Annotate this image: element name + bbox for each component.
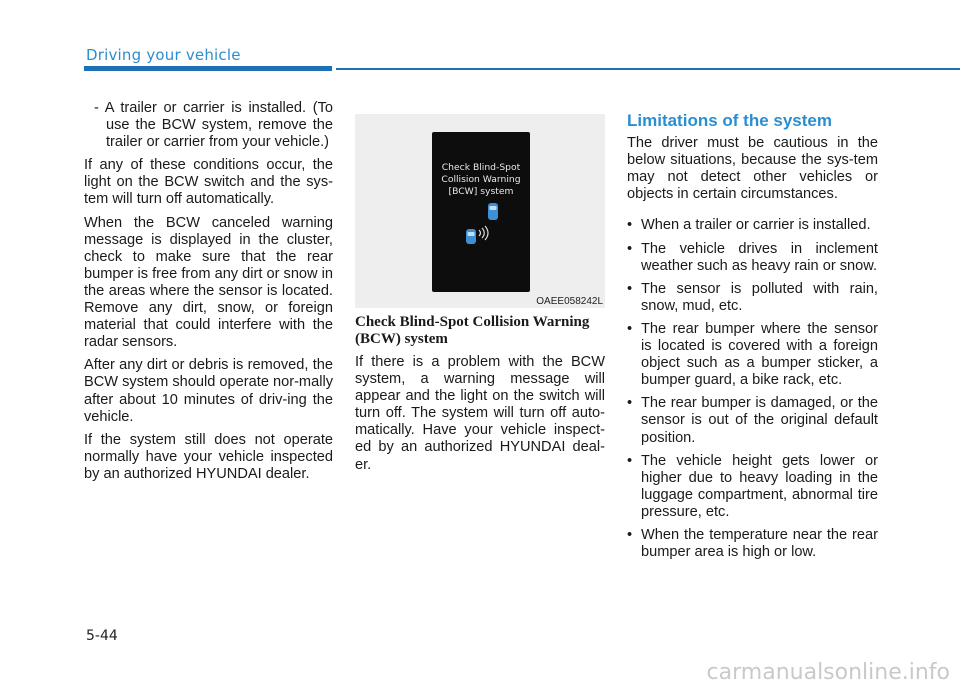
list-item-text: The rear bumper is damaged, or the sensor is out of the original default position.	[641, 395, 878, 446]
bullet-icon: •	[627, 217, 633, 234]
list-item-text: The rear bumper where the sensor is located is covered with a foreign object such as a bumper sticker, a bumper guard, a bike rack, etc.	[641, 320, 878, 389]
header-rule-thick	[84, 66, 332, 71]
page-number: 5-44	[86, 628, 118, 644]
list-item	[627, 217, 878, 234]
bullet-icon: •	[627, 395, 633, 412]
paragraph: If there is a problem with the BCW system, a warning message will appear and the light on the switch will turn off. The system will turn off auto-matically. Have your vehicle inspect-ed by an authorized HYUNDAI deal-er.	[355, 354, 605, 473]
watermark: carmanualsonline.info	[706, 660, 950, 685]
column-right	[627, 112, 878, 567]
list-item	[627, 453, 878, 521]
paragraph: The driver must be cautious in the below situations, because the sys-tem may not detect other vehicles or objects in certain circumstances.	[627, 135, 878, 203]
limitations-list	[627, 217, 878, 561]
list-item-text: When a trailer or carrier is installed.	[641, 217, 871, 234]
list-item-text: The vehicle height gets lower or higher due to heavy loading in the luggage compartment, abnormal tire pressure, etc.	[641, 452, 878, 520]
list-item-text: The vehicle drives in inclement weather such as heavy rain or snow.	[641, 240, 878, 274]
paragraph: If the system still does not operate normally have your vehicle inspected by an authorized HYUNDAI dealer.	[84, 431, 333, 482]
figure-code: OAEE058242L	[536, 296, 603, 307]
column-left	[84, 100, 333, 489]
paragraph: After any dirt or debris is removed, the BCW system should operate nor-mally after about 10 minutes of driv-ing the vehicle.	[84, 357, 333, 425]
cluster-message-line: Check Blind-Spot	[441, 162, 521, 173]
cluster-message-line: [BCW] system	[448, 186, 514, 197]
sub-item: - A trailer or carrier is installed. (To use the BCW system, remove the trailer or carrier from your vehicle.)	[94, 100, 333, 151]
list-item	[627, 395, 878, 446]
limitations-heading: Limitations of the system	[627, 111, 832, 130]
cluster-figure	[355, 114, 605, 308]
column-middle	[355, 314, 605, 480]
bcw-heading: Check Blind-Spot Collision Warning (BCW) system	[355, 314, 590, 347]
header-rule-thin	[336, 68, 960, 70]
list-item	[627, 241, 878, 275]
bullet-icon: •	[627, 526, 633, 543]
list-item-text: The sensor is polluted with rain, snow, mud, etc.	[641, 280, 878, 314]
list-item-text: When the temperature near the rear bumper area is high or low.	[641, 526, 878, 561]
bullet-icon: •	[627, 452, 633, 469]
paragraph: If any of these conditions occur, the light on the BCW switch and the sys-tem will turn off automatically.	[84, 157, 333, 208]
cluster-screen	[432, 132, 530, 292]
bullet-icon: •	[627, 280, 633, 297]
list-item	[627, 281, 878, 315]
bullet-icon: •	[627, 240, 633, 257]
blind-spot-car-icon	[432, 132, 530, 292]
list-item	[627, 527, 878, 561]
cluster-message-line: Collision Warning	[441, 174, 521, 185]
bullet-icon: •	[627, 320, 633, 337]
section-title: Driving your vehicle	[86, 46, 241, 64]
list-item	[627, 321, 878, 389]
paragraph: When the BCW canceled warning message is displayed in the cluster, check to make sure that the rear bumper is free from any dirt or snow in the areas where the sensor is located. Remove any dirt, snow, or foreign material that could interfere with the radar sensors.	[84, 214, 333, 351]
